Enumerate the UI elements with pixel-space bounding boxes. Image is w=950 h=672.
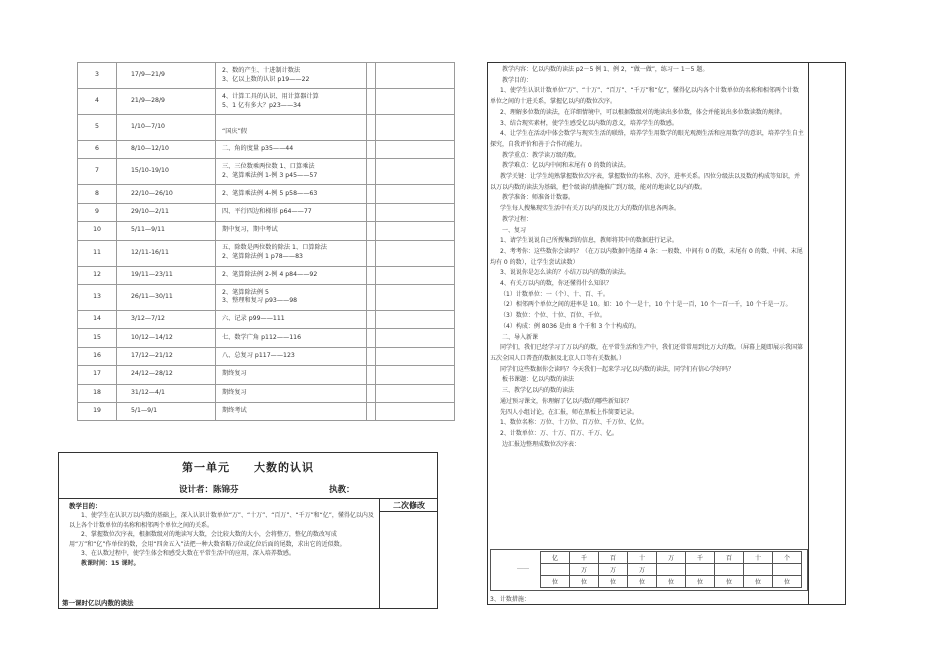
paragraph: 板书课题：亿以内数的读法 bbox=[502, 376, 575, 384]
date-range: 1/10—7/10 bbox=[117, 115, 216, 141]
paragraph: 二、导入新课 bbox=[502, 333, 539, 341]
place-value-cell: 万 bbox=[657, 552, 686, 564]
date-range: 29/10—2/11 bbox=[117, 203, 216, 221]
empty-cell bbox=[376, 284, 455, 310]
empty-cell bbox=[367, 384, 376, 402]
place-value-cell bbox=[773, 564, 802, 576]
lesson-content bbox=[216, 366, 367, 384]
content-line: 2、数的产生、十进制计数法 bbox=[222, 66, 301, 74]
paragraph: 2、考考你：这些数你会读吗？（在万以内数据中选择 4 条：一般数、中间有 0 的数，末尾有 0 的数、中间、末尾均有 0 的数），让学生尝试读数） bbox=[490, 247, 803, 266]
lesson-plan-text bbox=[490, 65, 804, 450]
goal-item: 1、使学生在认识万以内数的基础上，深入认识计数单位“万”、“十万”、“百万”、“千万”和“亿”，懂得亿以内及以上各个计数单位的名称和相邻两个单位之间的关系。 bbox=[69, 512, 374, 529]
content-line: 2、笔算乘法例 4-例 5 p58——63 bbox=[222, 189, 318, 197]
date-range: 8/10—12/10 bbox=[117, 141, 216, 159]
content-line: 二、角的度量 p35——44 bbox=[222, 145, 294, 153]
empty-cell bbox=[367, 284, 376, 310]
place-value-cell: 千 bbox=[686, 552, 715, 564]
empty-cell bbox=[376, 159, 455, 185]
empty-cell bbox=[376, 384, 455, 402]
table-row bbox=[78, 284, 455, 310]
paragraph: （1）计数单位：一（个）、十、百、千。 bbox=[500, 290, 609, 298]
place-value-cell: 十 bbox=[744, 552, 773, 564]
margin-divider bbox=[808, 63, 809, 604]
content-line: 八、总复习 p117——123 bbox=[222, 352, 295, 360]
table-row bbox=[78, 222, 455, 240]
empty-cell bbox=[376, 329, 455, 347]
place-value-row bbox=[541, 576, 802, 588]
content-line: 四、平行四边和梯形 p64——77 bbox=[222, 208, 312, 216]
paragraph: 教学过程： bbox=[502, 215, 533, 223]
week-number: 5 bbox=[78, 115, 117, 141]
table-row bbox=[78, 329, 455, 347]
paragraph: 3、结合现实素材，使学生感受亿以内数的意义，培养学生的数感。 bbox=[500, 119, 678, 127]
empty-cell bbox=[367, 63, 376, 89]
empty-cell bbox=[376, 240, 455, 266]
empty-cell bbox=[367, 159, 376, 185]
empty-cell bbox=[376, 141, 455, 159]
place-value-cell: 位 bbox=[773, 576, 802, 588]
date-range: 21/9—28/9 bbox=[117, 89, 216, 115]
paragraph: 1、数位名称：万位、十万位、百万位、千万位、亿位。 bbox=[500, 419, 648, 427]
content-line: 4、计算工具的认识、用计算器计算 bbox=[222, 92, 319, 100]
lesson-content bbox=[216, 310, 367, 328]
lesson-content bbox=[216, 402, 367, 420]
empty-cell bbox=[376, 89, 455, 115]
paragraph: 边汇报边整理成数位次序表： bbox=[502, 440, 581, 448]
paragraph: （2）相邻两个单位之间的进率是 10。如：10 个一是十，10 个十是一百，10 个一百一千，10 个千是一万。 bbox=[500, 301, 792, 309]
week-number: 17 bbox=[78, 366, 117, 384]
table-row bbox=[78, 366, 455, 384]
schedule-table bbox=[77, 62, 455, 421]
content-line: 期终复习 bbox=[222, 370, 247, 378]
place-value-cell bbox=[657, 564, 686, 576]
table-row bbox=[78, 115, 455, 141]
empty-cell bbox=[376, 347, 455, 365]
lesson-title: 第一课时亿以内数的读法 bbox=[62, 599, 134, 607]
counting-method: 3、计数措施： bbox=[490, 596, 530, 603]
date-range: 10/12—14/12 bbox=[117, 329, 216, 347]
week-number: 8 bbox=[78, 185, 117, 203]
paragraph: 教学难点：亿以内中间和末尾有 0 的数的读法。 bbox=[502, 162, 630, 170]
lesson-content bbox=[216, 240, 367, 266]
place-value-cell: 位 bbox=[541, 576, 570, 588]
table-row bbox=[78, 266, 455, 284]
content-line: 2、笔算除法例 1 p78——83 bbox=[222, 253, 303, 261]
place-value-table bbox=[540, 551, 802, 588]
divider bbox=[379, 511, 437, 512]
paragraph: 先四人小组讨论，在汇报，师在黑板上作简要记录。 bbox=[500, 408, 639, 416]
content-line: 2、笔算除法例 5 bbox=[222, 288, 269, 296]
place-value-cell: 位 bbox=[628, 576, 657, 588]
week-number: 3 bbox=[78, 63, 117, 89]
lesson-content bbox=[216, 185, 367, 203]
empty-cell bbox=[376, 115, 455, 141]
paragraph: 教学内容：亿以内数的读法 p2－5 例 1、例 2，“做一做”，练习一 1－5 题。 bbox=[502, 66, 709, 73]
empty-cell bbox=[376, 203, 455, 221]
place-value-cell: 位 bbox=[686, 576, 715, 588]
place-value-cell: 万 bbox=[628, 564, 657, 576]
content-line: 3、整理和复习 p93——98 bbox=[222, 297, 298, 305]
goal-item: 2、掌握数位次序表，根据数级对的地读写大数，会比较大数的大小，会将整万，整亿的数改写成用“万”和“亿”作单位的数，会用“四舍五入”法把一种大数省略万位或亿位后面的尾数，求出它的近似数。 bbox=[69, 531, 346, 548]
teaching-hours: 教课时间：15 课时。 bbox=[81, 559, 140, 567]
content-line: 期中复习，期中考试 bbox=[222, 226, 278, 234]
date-range: 5/11—9/11 bbox=[117, 222, 216, 240]
empty-cell bbox=[376, 185, 455, 203]
content-line: 2、笔算乘法例 1-例 3 p45——57 bbox=[222, 171, 318, 179]
paragraph: 学生每人搜集现实生活中有关万以内的及比万大的数的信息各两条。 bbox=[500, 205, 681, 213]
week-number: 15 bbox=[78, 329, 117, 347]
content-line: 六、记录 p99——111 bbox=[222, 315, 285, 323]
date-range: 17/9—21/9 bbox=[117, 63, 216, 89]
divider bbox=[379, 498, 380, 608]
paragraph: 同学们，我们已经学习了万以内的数，在平常生活和生产中，我们还常常用到比万大的数。（屏幕上随即展示我国第五次全国人口普查的数据及北京人口等有关数据。） bbox=[490, 344, 804, 362]
week-number: 4 bbox=[78, 89, 117, 115]
content-line: 五、除数是两位数的除法 1、口算除法 bbox=[222, 244, 327, 252]
place-value-cell: 位 bbox=[599, 576, 628, 588]
paragraph: 通过预习课文，你理解了亿以内数的哪些新知识？ bbox=[500, 397, 633, 405]
place-value-cell: 亿 bbox=[541, 552, 570, 564]
week-number: 6 bbox=[78, 141, 117, 159]
empty-cell bbox=[376, 63, 455, 89]
empty-cell bbox=[367, 310, 376, 328]
empty-cell bbox=[367, 366, 376, 384]
paragraph: 2、理解多位数的读法，在详细情境中，可以根据数级对的地读出多位数，体会并能说出多位数读数的规律。 bbox=[500, 108, 786, 116]
place-value-cell: 万 bbox=[570, 564, 599, 576]
lesson-content bbox=[216, 384, 367, 402]
table-row bbox=[78, 63, 455, 89]
place-value-cell: 位 bbox=[744, 576, 773, 588]
empty-cell bbox=[367, 203, 376, 221]
content-line: 3、亿以上数的认识 p19——22 bbox=[222, 75, 310, 83]
empty-cell bbox=[367, 329, 376, 347]
place-value-cell: 百 bbox=[715, 552, 744, 564]
divider bbox=[59, 498, 437, 499]
place-value-cell: 百 bbox=[599, 552, 628, 564]
date-range: 22/10—26/10 bbox=[117, 185, 216, 203]
place-value-cell: 位 bbox=[657, 576, 686, 588]
lesson-content bbox=[216, 347, 367, 365]
date-range: 24/12—28/12 bbox=[117, 366, 216, 384]
paragraph: （3）数位：个位、十位、百位、千位。 bbox=[500, 312, 606, 320]
place-value-cell: 十 bbox=[628, 552, 657, 564]
paragraph: 三、教学亿以内的数的读法 bbox=[502, 387, 575, 395]
place-value-cell bbox=[541, 564, 570, 576]
place-value-cell: 位 bbox=[570, 576, 599, 588]
place-value-cell: 个 bbox=[773, 552, 802, 564]
paragraph: 同学们这些数据你会读吗？今天我们一起来学习亿以内数的读法，同学们有信心学好吗？ bbox=[500, 365, 735, 373]
date-range: 17/12—21/12 bbox=[117, 347, 216, 365]
goal-heading: 教学目的： bbox=[69, 502, 102, 510]
empty-cell bbox=[367, 347, 376, 365]
table-row bbox=[78, 141, 455, 159]
lesson-content bbox=[216, 284, 367, 310]
empty-cell bbox=[376, 222, 455, 240]
content-line: 三、三位数乘两位数 1、口算乘法 bbox=[222, 163, 315, 171]
lesson-content bbox=[216, 63, 367, 89]
date-range: 31/12—4/1 bbox=[117, 384, 216, 402]
goal-item: 3、在认数过程中，使学生体会和感受大数在平常生活中的应用，深入培养数感。 bbox=[81, 550, 295, 558]
date-range: 3/12—7/12 bbox=[117, 310, 216, 328]
place-value-cell: 位 bbox=[715, 576, 744, 588]
content-line: 5、1 亿有多大？p23——34 bbox=[222, 101, 302, 109]
table-row bbox=[78, 203, 455, 221]
week-number: 12 bbox=[78, 266, 117, 284]
week-number: 19 bbox=[78, 402, 117, 420]
lesson-content bbox=[216, 115, 367, 141]
paragraph: 教学目的： bbox=[502, 76, 533, 84]
lesson-content bbox=[216, 89, 367, 115]
week-number: 10 bbox=[78, 222, 117, 240]
goal-text bbox=[69, 511, 374, 569]
paragraph: 教学重点：教学读万级的数。 bbox=[502, 151, 581, 159]
empty-cell bbox=[367, 115, 376, 141]
week-number: 9 bbox=[78, 203, 117, 221]
place-value-cell bbox=[715, 564, 744, 576]
unit-block bbox=[58, 452, 438, 609]
week-number: 11 bbox=[78, 240, 117, 266]
place-value-cell bbox=[686, 564, 715, 576]
designer-label: 设计者：陈锦芬 bbox=[179, 485, 239, 495]
week-number: 7 bbox=[78, 159, 117, 185]
empty-cell bbox=[376, 266, 455, 284]
table-row bbox=[78, 240, 455, 266]
revision-header: 二次修改 bbox=[393, 501, 425, 510]
week-number: 13 bbox=[78, 284, 117, 310]
empty-cell bbox=[367, 222, 376, 240]
lesson-content bbox=[216, 141, 367, 159]
empty-cell bbox=[376, 402, 455, 420]
date-range: 26/11—30/11 bbox=[117, 284, 216, 310]
empty-cell bbox=[367, 89, 376, 115]
content-line: 期终复习 bbox=[222, 388, 247, 396]
paragraph: 1、请学生说说自己所搜集到的信息，教师将其中的数据进行记录。 bbox=[500, 237, 678, 245]
week-number: 18 bbox=[78, 384, 117, 402]
empty-cell bbox=[367, 240, 376, 266]
table-row bbox=[78, 384, 455, 402]
ellipsis: …… bbox=[517, 564, 529, 571]
content-line: 2、笔算除法例 2-例 4 p84——92 bbox=[222, 270, 318, 278]
paragraph: 2、计数单位：万、十万、百万、千万、亿。 bbox=[500, 429, 618, 437]
content-line: 期终考试 bbox=[222, 407, 247, 415]
content-line bbox=[222, 119, 362, 128]
date-range: 19/11—23/11 bbox=[117, 266, 216, 284]
table-row bbox=[78, 347, 455, 365]
paragraph: 4、有关万以内的数，你还懂得什么知识？ bbox=[500, 280, 612, 288]
empty-cell bbox=[367, 185, 376, 203]
place-value-cell: 万 bbox=[599, 564, 628, 576]
paragraph: 教学关键：让学生纯熟掌握数位次序表，掌握数位的名称、次序，进率关系。四位分级法以及数的构成等知识，并以万以内数的读法为基础，把个级读的措施推广到万级，能对的地读亿以内的数。 bbox=[490, 173, 801, 191]
lesson-content bbox=[216, 159, 367, 185]
lesson-content bbox=[216, 203, 367, 221]
paragraph: 3、说说你是怎么读的？小结万以内的数的读法。 bbox=[500, 269, 630, 277]
empty-cell bbox=[376, 366, 455, 384]
table-row bbox=[78, 89, 455, 115]
table-row bbox=[78, 159, 455, 185]
content-line: 七、数学广角 p112——116 bbox=[222, 333, 302, 341]
paragraph: 一、复习 bbox=[502, 226, 527, 234]
paragraph: 1、使学生认识计数单位“万”、“十万”、“百万”、“千万”和“亿”，懂得亿以内各个计数单位的名称和相邻两个计数单位之间的十进关系，掌握亿以内的数位次序。 bbox=[490, 87, 799, 106]
place-value-row bbox=[541, 564, 802, 576]
date-range: 5/1—9/1 bbox=[117, 402, 216, 420]
paragraph: （4）构成：例 8036 是由 8 个千和 3 个十构成的。 bbox=[500, 322, 641, 330]
paragraph: 4、让学生在活动中体会数学与现实生活的联络，培养学生用数学的眼光观测生活和应用数学的意识，培养学生自主探究，自我评价和善于合作的能力。 bbox=[490, 130, 804, 148]
date-range: 12/11-16/11 bbox=[117, 240, 216, 266]
empty-cell bbox=[367, 266, 376, 284]
week-number: 14 bbox=[78, 310, 117, 328]
table-row bbox=[78, 185, 455, 203]
empty-cell bbox=[376, 310, 455, 328]
place-value-row bbox=[541, 552, 802, 564]
week-number: 16 bbox=[78, 347, 117, 365]
unit-title: 第一单元 大数的认识 bbox=[182, 461, 314, 474]
place-value-cell bbox=[744, 564, 773, 576]
paragraph: 教学准备：师准备计数器。 bbox=[502, 194, 575, 202]
lesson-content bbox=[216, 329, 367, 347]
table-row bbox=[78, 310, 455, 328]
date-range: 15/10-19/10 bbox=[117, 159, 216, 185]
content-line: “国庆”假 bbox=[222, 127, 247, 135]
lesson-content bbox=[216, 266, 367, 284]
empty-cell bbox=[367, 402, 376, 420]
table-row bbox=[78, 402, 455, 420]
executor-label: 执教： bbox=[329, 485, 355, 495]
place-value-cell: 千 bbox=[570, 552, 599, 564]
lesson-content bbox=[216, 222, 367, 240]
empty-cell bbox=[367, 141, 376, 159]
